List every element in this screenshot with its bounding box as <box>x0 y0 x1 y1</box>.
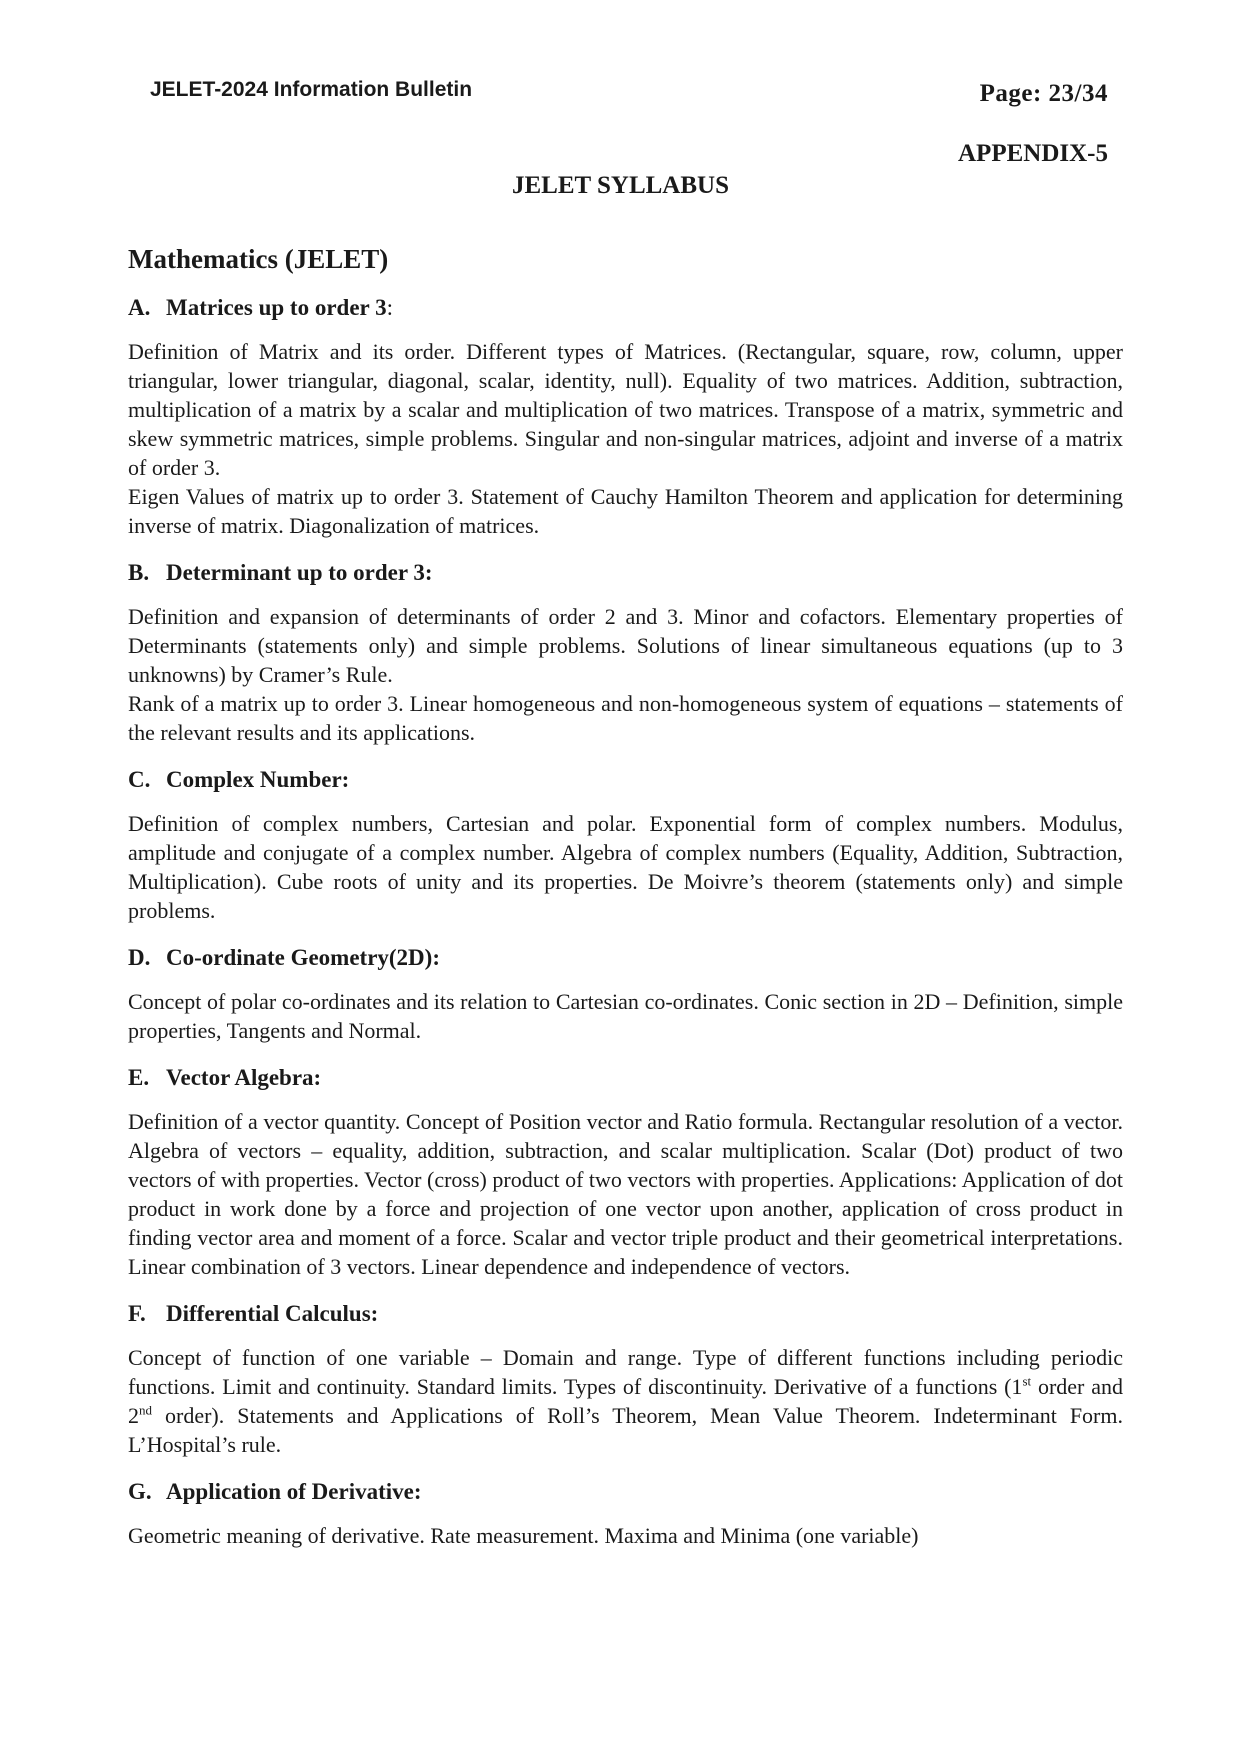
section-title: Vector Algebra: <box>166 1065 322 1090</box>
section-heading: A. Matrices up to order 3: <box>128 293 1123 323</box>
section-coordinate-geometry <box>128 943 1123 1045</box>
section-differential-calculus <box>128 1299 1123 1459</box>
section-application-of-derivative <box>128 1477 1123 1550</box>
section-heading <box>128 1299 1123 1329</box>
section-letter: B. <box>128 560 150 585</box>
section-paragraph: Rank of a matrix up to order 3. Linear homogeneous and non-homogeneous system of equations – statements of the relevant results and its applications. <box>128 691 1123 745</box>
page-number: Page: 23/34 <box>979 80 1108 107</box>
section-letter: A. <box>128 295 151 320</box>
section-paragraph: Definition of complex numbers, Cartesian and polar. Exponential form of complex numbers. Modulus, amplitude and conjugate of a complex number. Algebra of complex numbers (Equality, Addition, Subtraction, Multiplication). Cube roots of unity and its properties. De Moivre’s theorem (statements only) and simple problems. <box>128 811 1123 923</box>
section-vector-algebra <box>128 1063 1123 1281</box>
section-title: Differential Calculus: <box>166 1301 379 1326</box>
page-title: JELET SYLLABUS <box>512 172 729 199</box>
syllabus-content <box>128 244 1123 1568</box>
section-paragraph: Definition of a vector quantity. Concept of Position vector and Ratio formula. Rectangular resolution of a vector. Algebra of vectors – equality, addition, subtraction, and scalar multiplication. Scalar (Dot) product of two vectors of with properties. Vector (cross) product of two vectors with properties. Applications: Application of dot product in work done by a force and projection of one vector upon another, application of cross product in finding vector area and moment of a force. Scalar and vector triple product and their geometrical interpretations. Linear combination of 3 vectors. Linear dependence and independence of vectors. <box>128 1109 1123 1279</box>
bulletin-title: JELET-2024 Information Bulletin <box>150 78 473 101</box>
section-paragraph: Definition of Matrix and its order. Different types of Matrices. (Rectangular, square, row, column, upper triangular, lower triangular, diagonal, scalar, identity, null). Equality of two matrices. Addition, subtraction, multiplication of a matrix by a scalar and multiplication of two matrices. Transpose of a matrix, symmetric and skew symmetric matrices, simple problems. Singular and non-singular matrices, adjoint and inverse of a matrix of order 3. <box>128 339 1123 480</box>
section-letter: G. <box>128 1479 152 1504</box>
subject-heading: Mathematics (JELET) <box>128 244 389 274</box>
section-heading <box>128 558 1123 588</box>
section-title: Co-ordinate Geometry(2D): <box>166 945 440 970</box>
section-paragraph: Definition and expansion of determinants of order 2 and 3. Minor and cofactors. Elementary properties of Determinants (statements only) and simple problems. Solutions of linear simultaneous equations (up to 3 unknowns) by Cramer’s Rule. <box>128 604 1123 687</box>
section-heading <box>128 1063 1123 1093</box>
section-letter: E. <box>128 1065 150 1090</box>
section-heading <box>128 765 1123 795</box>
section-matrices <box>128 293 1123 540</box>
section-title: Application of Derivative: <box>166 1479 422 1504</box>
section-letter: C. <box>128 767 151 792</box>
appendix-label: APPENDIX-5 <box>958 140 1108 167</box>
section-title: Determinant up to order 3: <box>166 560 433 585</box>
section-paragraph: Eigen Values of matrix up to order 3. Statement of Cauchy Hamilton Theorem and application for determining inverse of matrix. Diagonalization of matrices. <box>128 484 1123 538</box>
section-heading <box>128 1477 1123 1507</box>
section-determinant <box>128 558 1123 747</box>
section-paragraph: Geometric meaning of derivative. Rate measurement. Maxima and Minima (one variable) <box>128 1523 919 1548</box>
section-heading <box>128 943 1123 973</box>
section-letter: D. <box>128 945 151 970</box>
section-title: Complex Number: <box>166 767 350 792</box>
section-letter: F. <box>128 1301 146 1326</box>
section-paragraph: Concept of function of one variable – Domain and range. Type of different functions including periodic functions. Limit and continuity. Standard limits. Types of discontinuity. Derivative of a functions (1st order and 2nd order). Statements and Applications of Roll’s Theorem, Mean Value Theorem. Indeterminant Form. L’Hospital’s rule. <box>128 1345 1123 1457</box>
section-paragraph: Concept of polar co-ordinates and its relation to Cartesian co-ordinates. Conic section in 2D – Definition, simple properties, Tangents and Normal. <box>128 989 1123 1043</box>
section-complex-number <box>128 765 1123 925</box>
section-title: Matrices up to order 3 <box>166 295 387 320</box>
